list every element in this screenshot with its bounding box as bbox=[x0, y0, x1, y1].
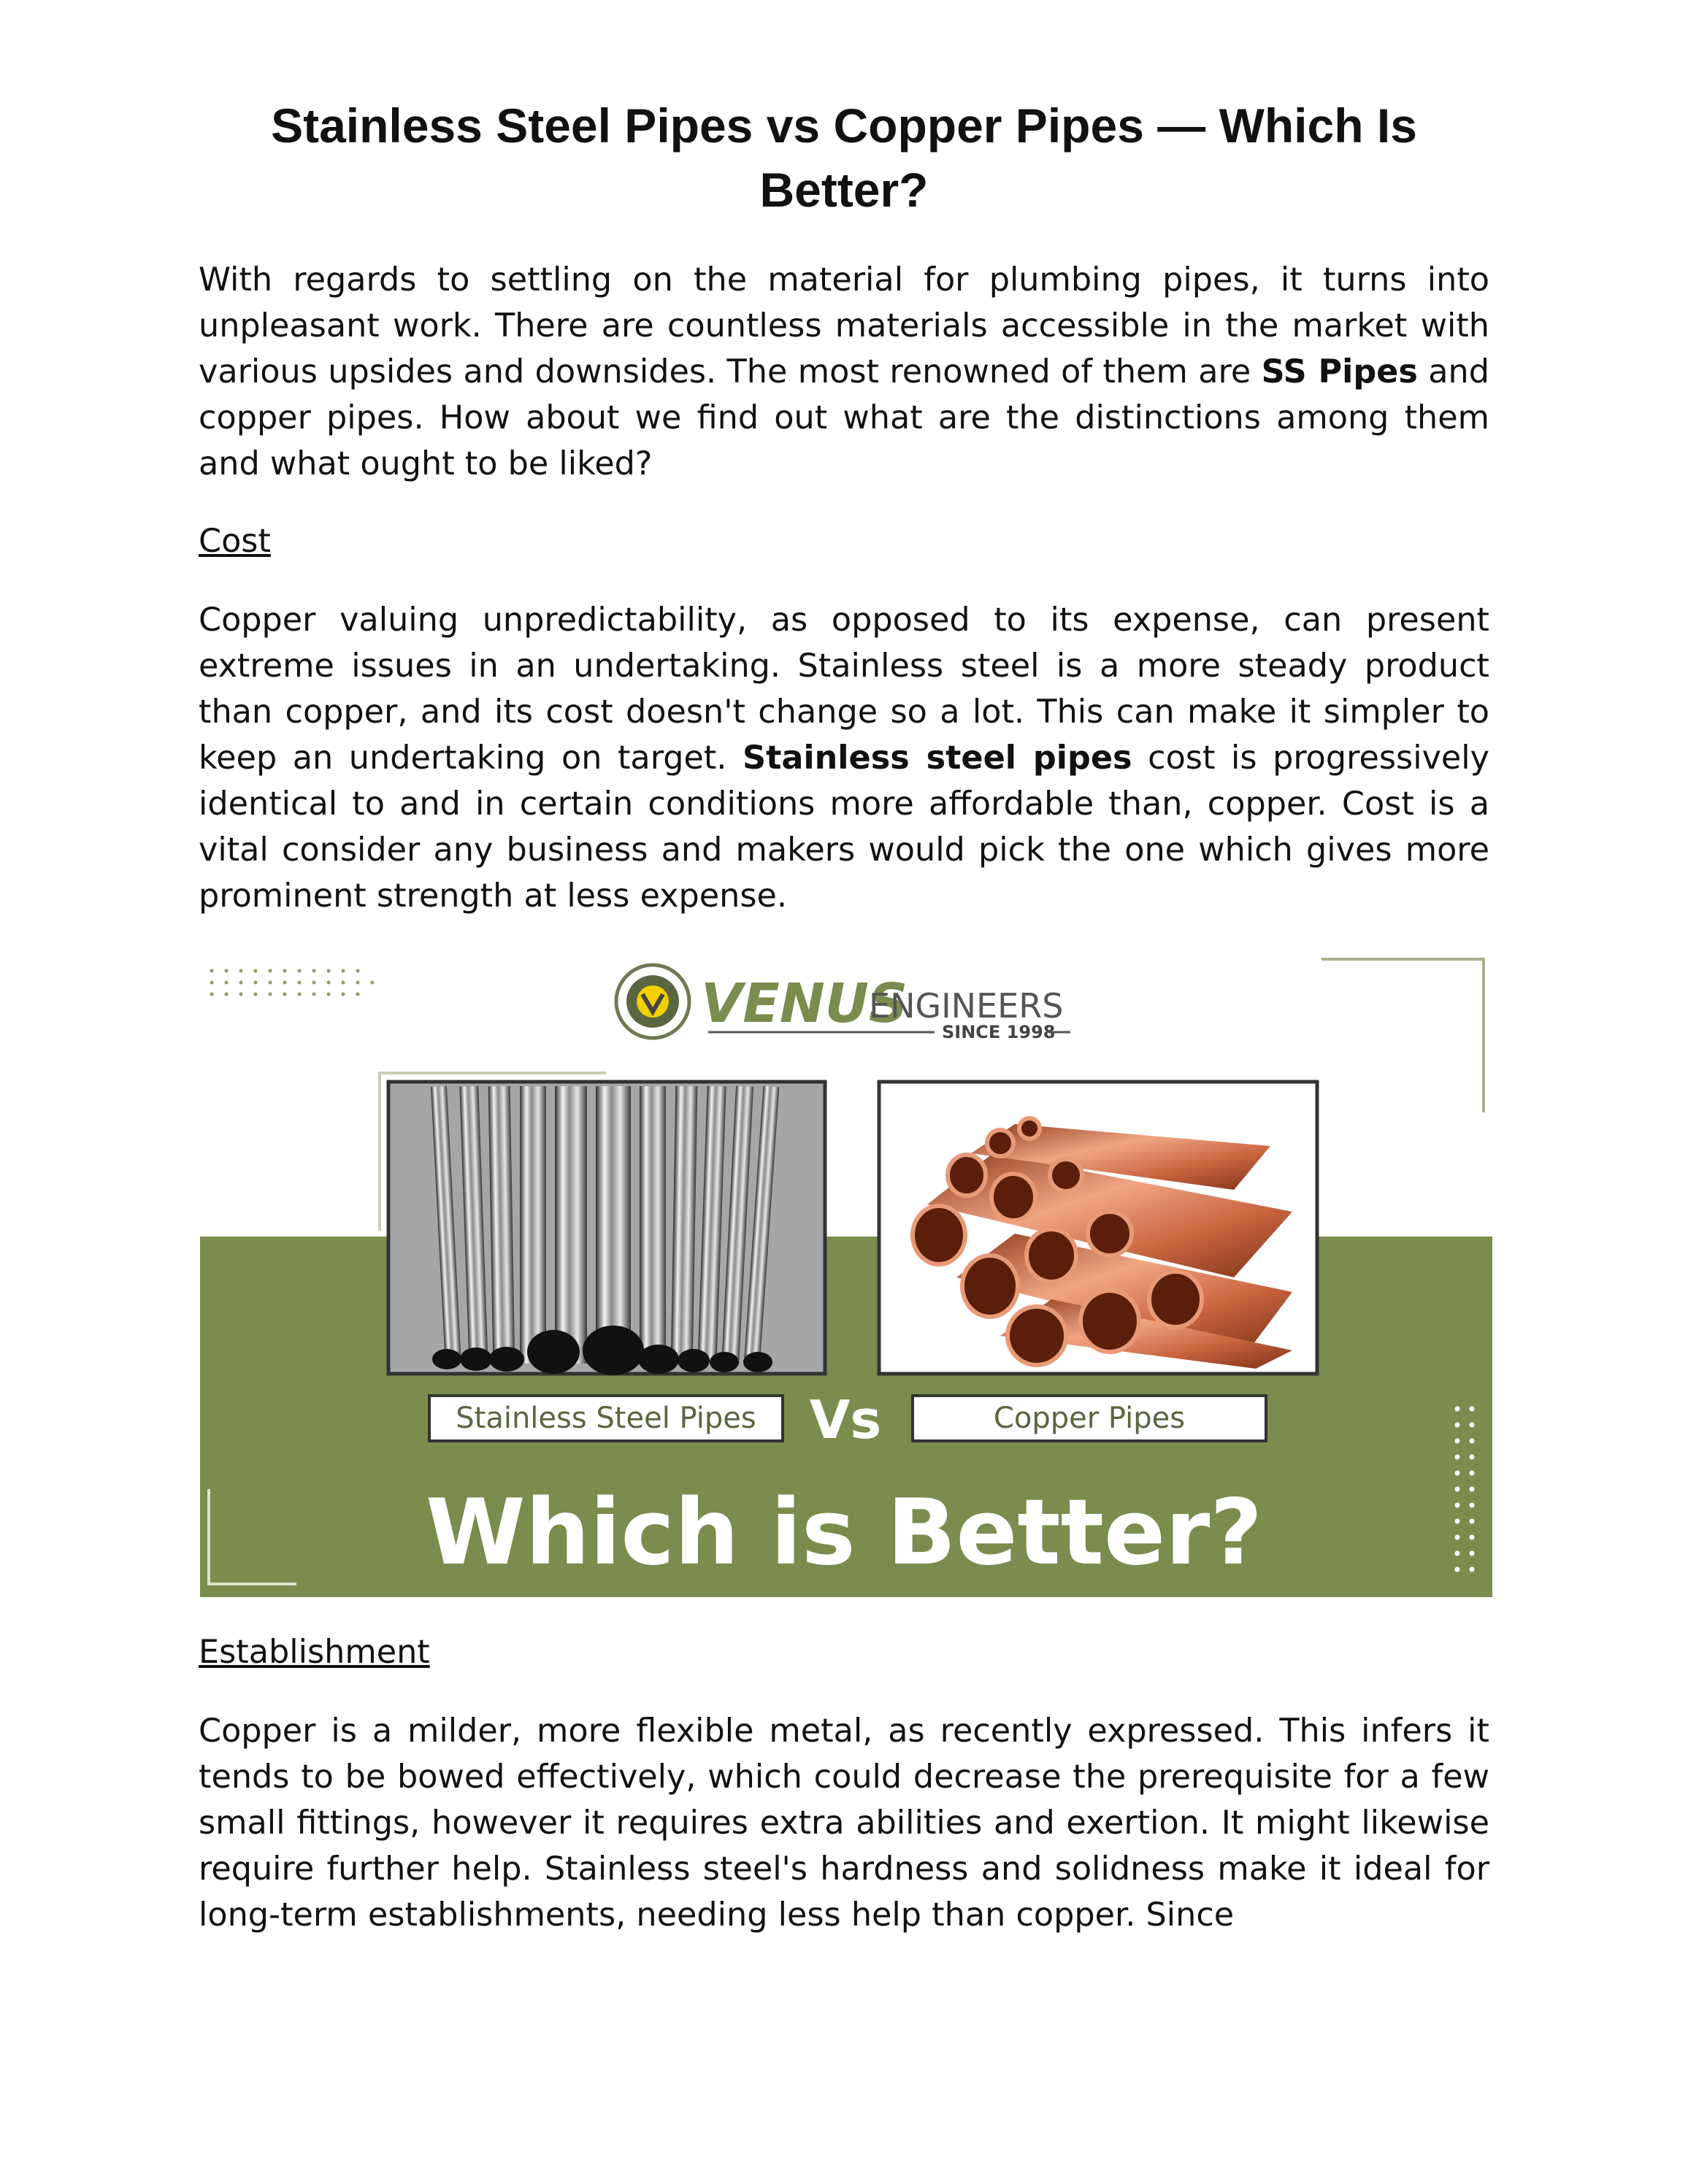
cost-paragraph bbox=[199, 597, 1489, 919]
intro-text-end: and copper pipes. How about we find out what are the distinctions among them and what ought to be liked? bbox=[199, 353, 1489, 482]
document-title: Stainless Steel Pipes vs Copper Pipes — Which Is Better? bbox=[271, 99, 1417, 217]
intro-text-start: With regards to settling on the material for plumbing pipes, it turns into unpleasant work. There are countless materials accessible in the market with various upsides and downsides. The most renowned of them are bbox=[199, 261, 1489, 391]
left-label-text: Stainless Steel Pipes bbox=[456, 1401, 756, 1435]
copper-pipes-photo bbox=[879, 1082, 1317, 1374]
establishment-heading: Establishment bbox=[199, 1634, 430, 1671]
cost-bold-term: Stainless steel pipes bbox=[743, 739, 1132, 777]
vs-text: Vs bbox=[809, 1389, 882, 1450]
right-label-text: Copper Pipes bbox=[993, 1401, 1186, 1435]
banner-headline: Which is Better? bbox=[425, 1480, 1263, 1585]
logo-brand-suffix: ENGINEERS bbox=[869, 986, 1064, 1026]
logo-since: SINCE 1998 bbox=[942, 1022, 1056, 1042]
logo-brand-name: VENUS bbox=[701, 972, 908, 1035]
intro-paragraph bbox=[199, 257, 1489, 487]
intro-bold-term: SS Pipes bbox=[1261, 353, 1418, 391]
steel-pipes-photo bbox=[380, 1073, 825, 1375]
cost-heading: Cost bbox=[199, 523, 271, 560]
comparison-banner-image bbox=[197, 956, 1495, 1599]
establishment-paragraph: Copper is a milder, more flexible metal, as recently expressed. This infers it tends to be bowed effectively, which could decrease the prerequisite for a few small fittings, however it requires extra abilities and exertion. It might likewise require further help. Stainless steel's hardness and solidness make it ideal for long-term establishments, needing less help than copper. Since bbox=[199, 1712, 1489, 1934]
cost-text-start: Copper valuing unpredictability, as opposed to its expense, can present extreme issues in an undertaking. Stainless steel is a more steady product than copper, and its cost doesn't change so a lot. This can make it simpler to keep an undertaking on target. bbox=[199, 601, 1489, 777]
cost-text-end: cost is progressively identical to and in certain conditions more affordable than, copper. Cost is a vital consider any business and makers would pick the one which gives more prominent strength at less expense. bbox=[199, 739, 1489, 915]
